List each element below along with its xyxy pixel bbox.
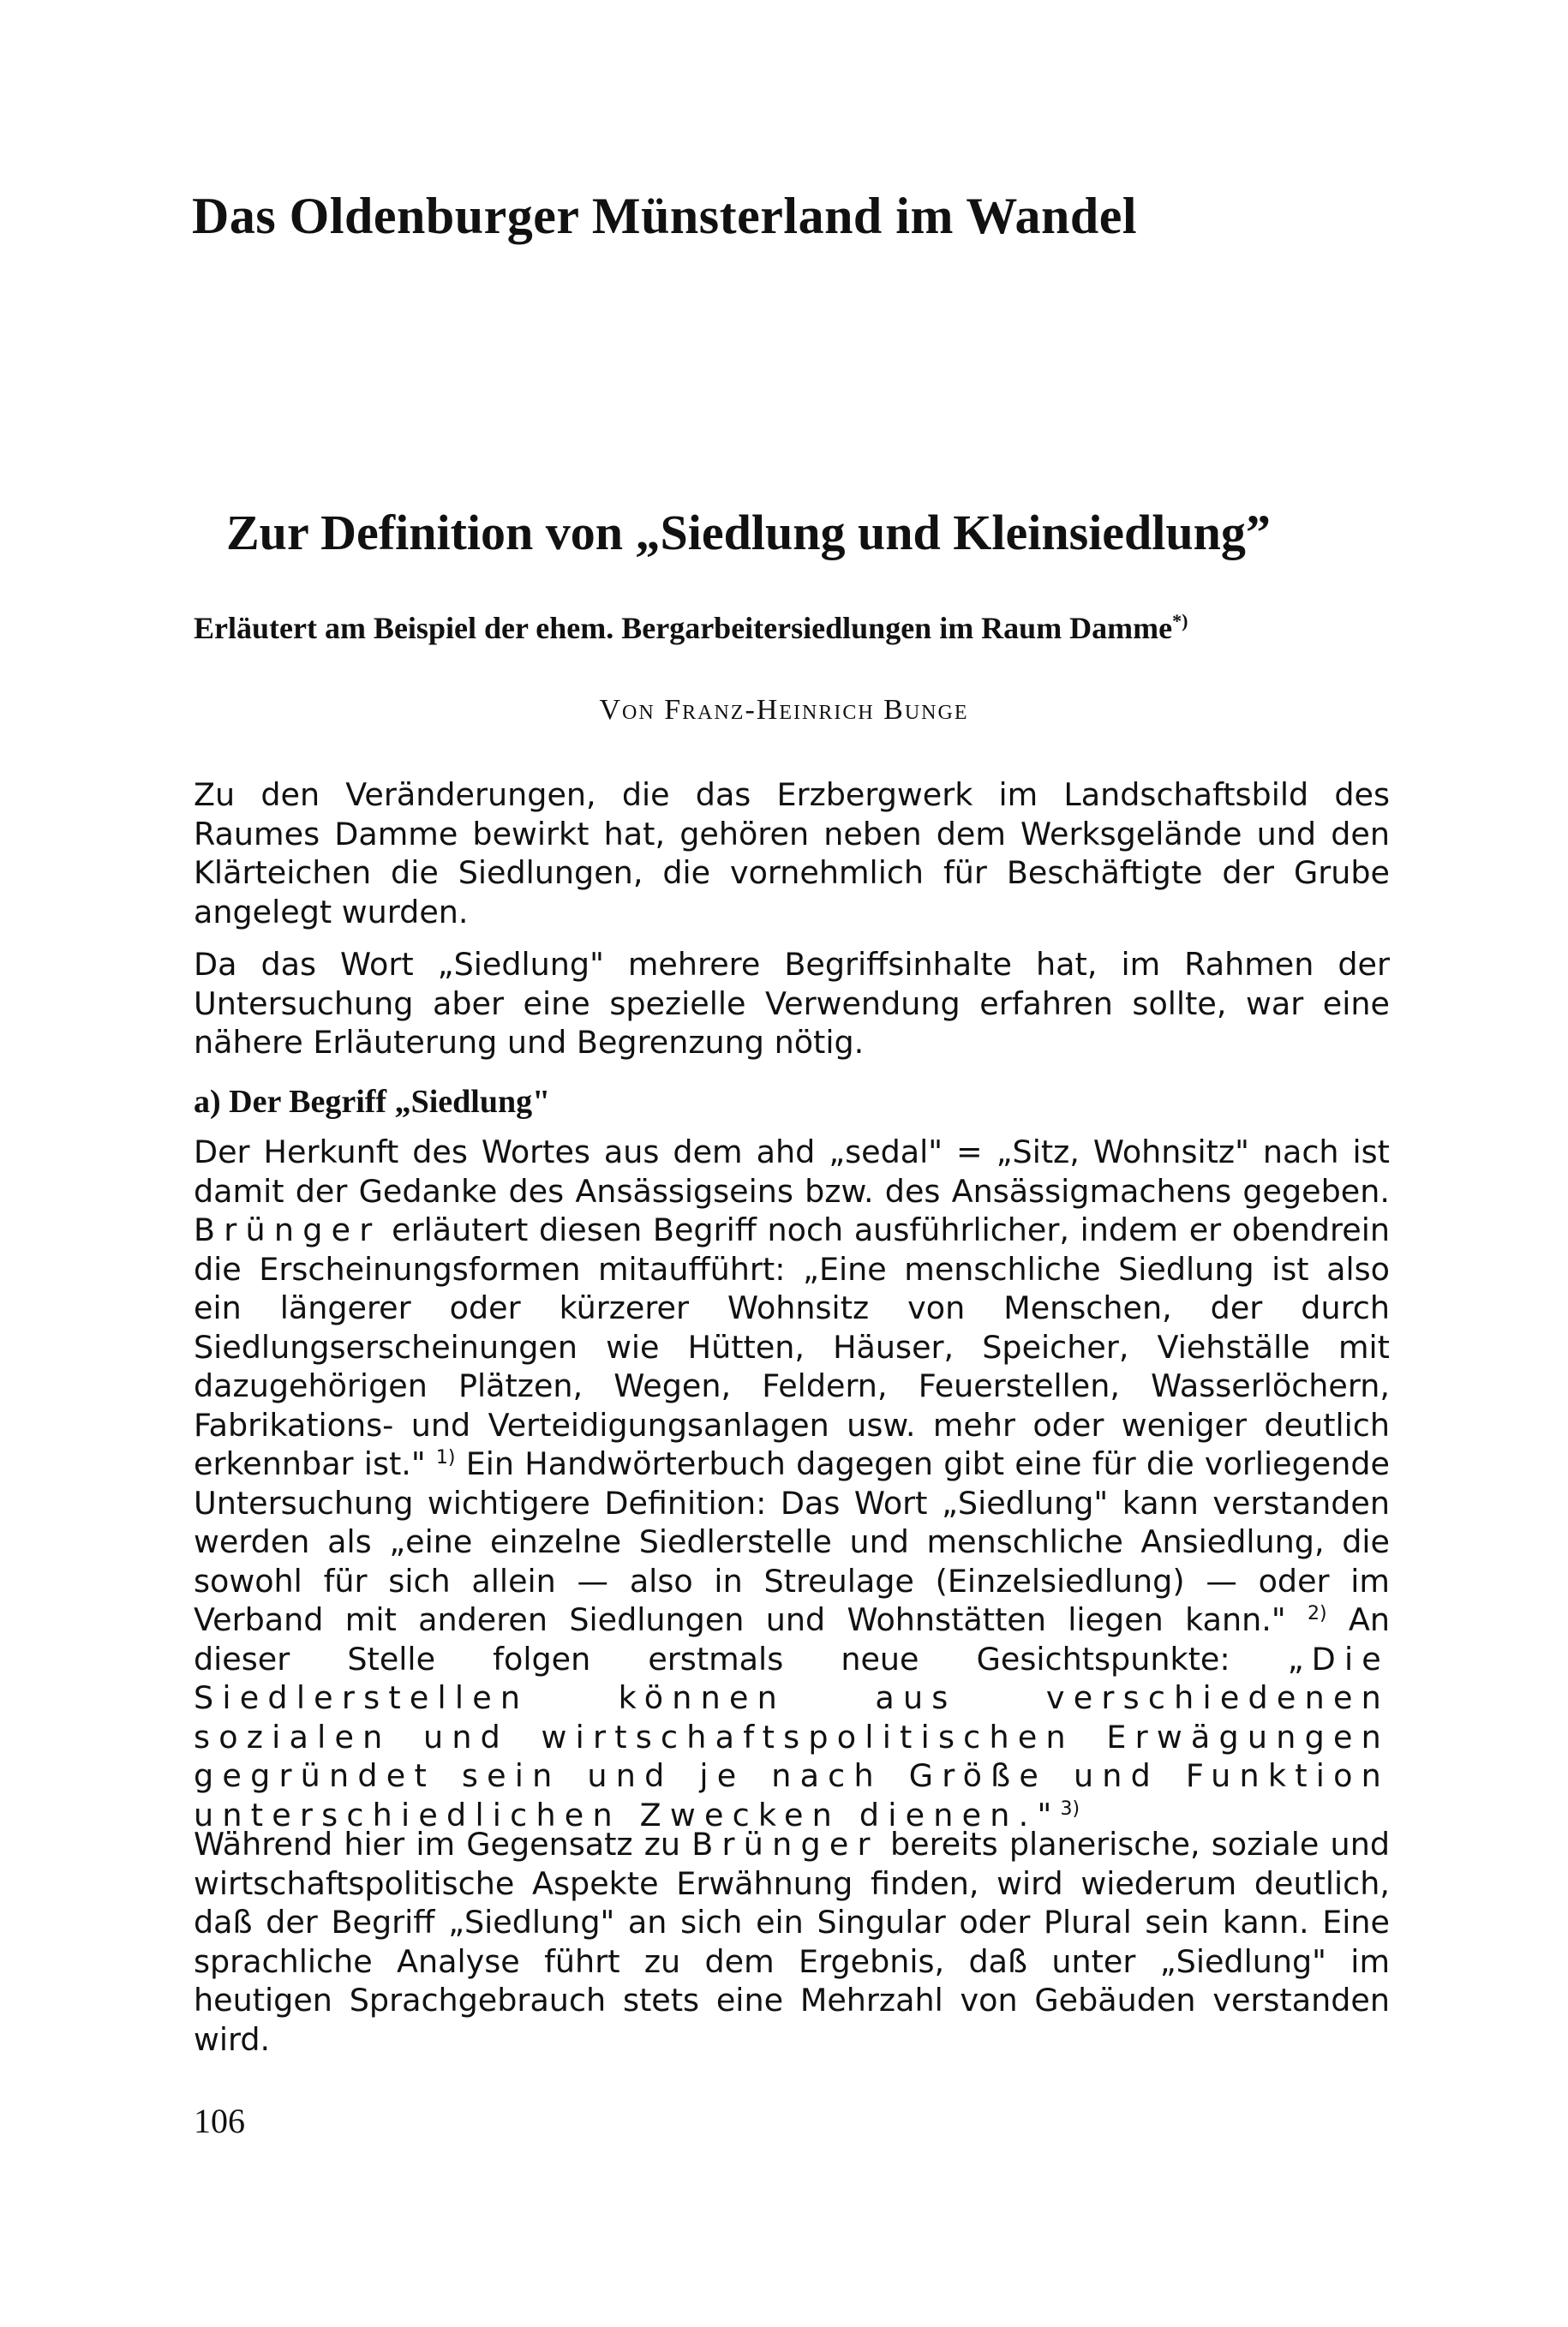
page-number: 106 <box>194 2102 245 2140</box>
author-name-spaced: Brünger <box>194 1211 381 1248</box>
subtitle-text: Erläutert am Beispiel der ehem. Bergarbeitersiedlungen im Raum Damme <box>194 611 1173 645</box>
author-line: Von Franz-Heinrich Bunge <box>599 694 969 726</box>
paragraph-text: Ein Handwörterbuch dagegen gibt eine für die vorliegende Untersuchung wichtigere Definition: Das Wort „Siedlung" kann verstanden werden als „eine einzelne Siedlerstelle und menschliche Ansiedlung, die sowohl für sich allein — also in Streulage (Einzelsiedlung) — oder im Verband mit anderen Siedlungen und Wohnstätten liegen kann." <box>194 1445 1390 1638</box>
paragraph-text: bereits planerische, soziale und wirtschaftspolitische Aspekte Erwähnung finden, wird wiederum deutlich, daß der Begriff „Siedlung" an sich ein Singular oder Plural sein kann. Eine sprachliche Analyse führt zu dem Ergebnis, daß unter „Siedlung" im heutigen Sprachgebrauch stets eine Mehrzahl von Gebäuden verstanden wird. <box>194 1826 1390 2058</box>
paragraph-analysis <box>194 1825 1390 2059</box>
footnote-marker: 1) <box>435 1446 456 1469</box>
spaced-quote: „Die Siedlerstellen können aus verschiedenen sozialen und wirtschaftspolitischen Erwägungen gegründet sein und je nach Größe und Funktion unterschiedlichen Zwecken dienen." <box>194 1640 1390 1833</box>
author-name-spaced: Brünger <box>691 1826 879 1863</box>
subtitle-footnote-marker: *) <box>1172 610 1188 631</box>
footnote-marker: 3) <box>1060 1798 1080 1820</box>
paragraph-purpose: Da das Wort „Siedlung" mehrere Begriffsinhalte hat, im Rahmen der Untersuchung aber eine spezielle Verwendung erfahren sollte, war eine nähere Erläuterung und Begrenzung nötig. <box>194 946 1390 1061</box>
article-subtitle <box>194 610 1188 646</box>
section-heading-a: a) Der Begriff „Siedlung" <box>194 1084 551 1120</box>
paragraph-definition <box>194 1133 1390 1834</box>
paragraph-text: erläutert diesen Begriff noch ausführlicher, indem er obendrein die Erscheinungsformen mitaufführt: „Eine menschliche Siedlung ist also ein längerer oder kürzerer Wohnsitz von Menschen, der durch Siedlungserscheinungen wie Hütten, Häuser, Speicher, Viehställe mit dazugehörigen Plätzen, Wegen, Feldern, Feuerstellen, Wasserlöchern, Fabrikations- und Verteidigungsanlagen usw. mehr oder weniger deutlich erkennbar ist." <box>194 1211 1390 1482</box>
paragraph-intro: Zu den Veränderungen, die das Erzbergwerk im Landschaftsbild des Raumes Damme bewirkt hat, gehören neben dem Werksgelände und den Klärteichen die Siedlungen, die vornehmlich für Beschäftigte der Grube angelegt wurden. <box>194 776 1390 930</box>
paragraph-text: Der Herkunft des Wortes aus dem ahd „sedal" = „Sitz, Wohnsitz" nach ist damit der Gedanke des Ansässigseins bzw. des Ansässigmachens gegeben. <box>194 1134 1390 1210</box>
footnote-marker: 2) <box>1307 1602 1327 1624</box>
article-title: Zur Definition von „Siedlung und Kleinsiedlung” <box>226 505 1271 560</box>
paragraph-text: An dieser Stelle folgen erstmals neue Gesichtspunkte: <box>194 1601 1390 1678</box>
series-title: Das Oldenburger Münsterland im Wandel <box>192 188 1138 244</box>
paragraph-text: Während hier im Gegensatz zu <box>194 1826 692 1863</box>
